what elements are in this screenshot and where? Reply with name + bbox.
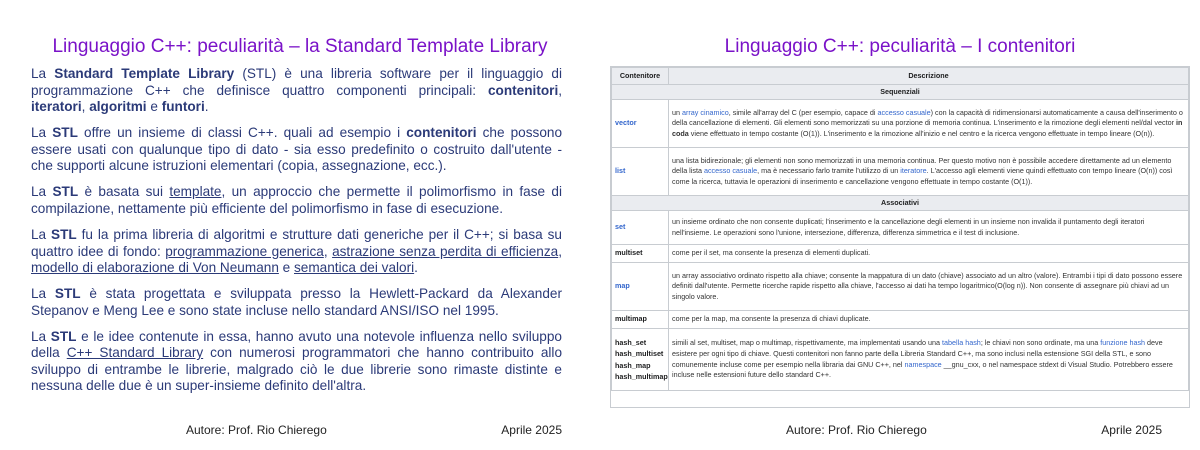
container-name: hash_map [615,360,651,370]
link-value-semantics[interactable]: semantica dei valori [294,260,415,276]
container-name: multiset [612,245,669,263]
column-header: Contenitore [612,68,669,85]
container-name-group [612,329,669,391]
table-header [612,68,1189,85]
paragraph-intro: La Standard Template Library (STL) è una libreria software per il linguaggio di programmazione C++ che definisce quattro componenti principali: contenitori, iteratori, algoritmi e funtori. [31,66,562,115]
container-description: un insieme ordinato che non consente duplicati; l'inserimento e la cancellazione degli elementi in un insieme non invalida il puntamento degli iteratori nell'insieme. Le operazioni sono l'unione, intersezione, differenza, differenza simmetrica e il test di inclusione. [669,211,1189,245]
column-header: Descrizione [669,68,1189,85]
container-description: come per il set, ma consente la presenza di elementi duplicati. [669,245,1189,263]
slide-title: Linguaggio C++: peculiarità – la Standard Template Library [52,36,548,57]
container-name: multimap [612,311,669,329]
container-description: una lista bidirezionale; gli elementi non sono memorizzati in una memoria continua. Per questo motivo non è possibile accedere direttamente ad un elemento della lista accesso casuale, ma è necessario farlo tramite l'utilizzo di un iteratore. L'accesso agli elementi viene quindi effettuato con tempo lineare (O(n)) così come la ricerca, tuttavia le operazioni di inserimento e cancellazione vengono effettuate in tempo costante (O(1)). [669,148,1189,196]
slide-containers [600,0,1200,450]
container-description: come per la map, ma consente la presenza di chiavi duplicate. [669,311,1189,329]
container-description: un array associativo ordinato rispetto alla chiave; consente la mappatura di un dato (chiave) associato ad un altro (valore). Entrambi i tipi di dato possono essere definiti dall'utente. Permette ricerche rapide rispetto alla chiave, l'accesso ai dati ha tempo logaritmico(O(log n)). Non consente di assegnare più chiavi ad un singolo valore. [669,263,1189,311]
table-row [612,329,1189,391]
paragraph-ideas: La STL fu la prima libreria di algoritmi e strutture dati generiche per il C++; si basa su quattro idee di fondo: programmazione generica, astrazione senza perdita di efficienza, modello di elaborazione di Von Neumann e semantica dei valori. [31,226,562,276]
container-description: un array cinamico, simile all'array del C (per esempio, capace di accesso casuale) con la capacità di ridimensionarsi automaticamente a causa dell'inserimento o della cancellazione di elementi. Gli elementi sono memorizzati su una porzione di memoria continua. L'inserimento e la rimozione degli elementi nel/dal vector in coda viene effettuato in tempo costante (O(1)). L'inserimento e la rimozione all'inizio e nel centro e la ricerca vengono effettuate in tempo lineare (O(n)). [669,100,1189,148]
link-template[interactable]: template [169,184,222,200]
table-row [612,211,1189,245]
paragraph-history: La STL è stata progettata e sviluppata presso la Hewlett-Packard da Alexander Stepanov e Meng Lee e sono state incluse nello standard ANSI/ISO nel 1995. [31,286,562,318]
footer-date: Aprile 2025 [1101,423,1162,437]
table-row [612,263,1189,311]
paragraph-influence: La STL e le idee contenute in essa, hanno avuto una notevole influenza nello sviluppo della C++ Standard Library con numerosi programmatori che hanno contribuito allo sviluppo di entrambe le librerie, malgrado ciò le due librerie sono rimaste distinte e nessuna delle due è un super-insieme definito dell'altra. [31,328,563,394]
group-label: Sequenziali [612,85,1189,100]
footer-author: Autore: Prof. Rio Chierego [786,423,927,437]
link-abstraction[interactable]: astrazione senza perdita di efficienza [332,243,559,259]
footer-date: Aprile 2025 [501,423,562,437]
container-name[interactable]: list [612,148,669,196]
table-group-row [612,196,1189,211]
link-generic-programming[interactable]: programmazione generica [165,243,324,259]
containers-table [610,66,1190,408]
container-name[interactable]: map [612,263,669,311]
table-row [612,311,1189,329]
link-cpp-standard-library[interactable]: C++ Standard Library [66,345,204,361]
container-description: simili al set, multiset, map o multimap, rispettivamente, ma implementati usando una tabella hash; le chiavi non sono ordinate, ma una funzione hash deve esistere per ogni tipo di chiave. Questi contenitori non fanno parte della Libreria Standard C++, ma sono inclusi nella estensione SGI della STL, e sono comunemente incluse come per esempio nella libraria dai GNU C++, nel namespace __gnu_cxx, o nel namespace stdext di Visual Studio. Potrebbero essere incluse nelle estensioni future dello standard C++. [669,329,1189,391]
group-label: Associativi [612,196,1189,211]
container-name[interactable]: vector [612,100,669,148]
slide-body [31,66,562,404]
container-name[interactable]: set [612,211,669,245]
paragraph-classes: La STL offre un insieme di classi C++. quali ad esempio i contenitori che possono essere usati con qualunque tipo di dato - sia esso predefinito o costruito dall'utente - che supporti alcune istruzioni elementari (copia, assegnazione, ecc.). [31,125,562,174]
table-row [612,245,1189,263]
container-name: hash_multimap [615,372,668,381]
table-group-row [612,85,1189,100]
container-name: hash_set [615,337,647,347]
table-row [612,100,1189,148]
paragraph-template: La STL è basata sui template, un approccio che permette il polimorfismo in fase di compilazione, nettamente più efficiente del polimorfismo in fase di esecuzione. [31,184,563,216]
container-name: hash_multiset [615,349,664,358]
slide-title: Linguaggio C++: peculiarità – I contenitori [724,36,1076,57]
link-von-neumann[interactable]: modello di elaborazione di Von Neumann [31,260,279,276]
footer-author: Autore: Prof. Rio Chierego [186,423,327,437]
table-row [612,148,1189,196]
